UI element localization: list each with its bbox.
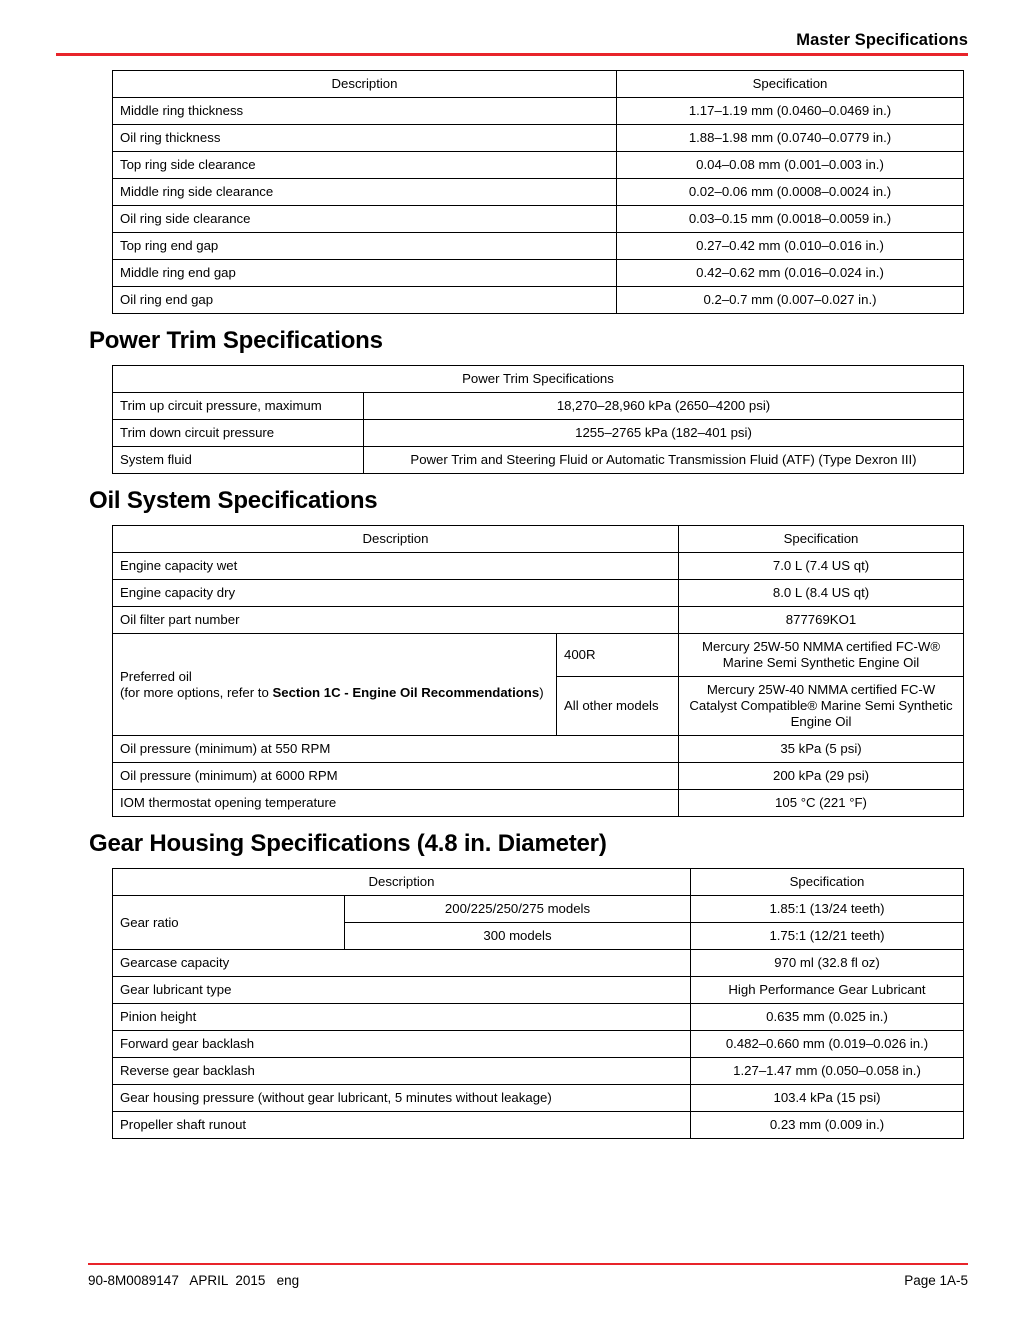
row-description: Oil pressure (minimum) at 550 RPM: [113, 736, 679, 763]
table-row: [113, 553, 964, 580]
row-specification: 35 kPa (5 psi): [679, 736, 964, 763]
row-description: Oil ring side clearance: [113, 206, 617, 233]
table-row: [113, 1031, 964, 1058]
table-row: [113, 1085, 964, 1112]
table-row: [113, 179, 964, 206]
row-description: Middle ring side clearance: [113, 179, 617, 206]
row-description: Gearcase capacity: [113, 950, 691, 977]
row-specification: 0.04–0.08 mm (0.001–0.003 in.): [617, 152, 964, 179]
row-specification: 970 ml (32.8 fl oz): [691, 950, 964, 977]
row-description: Engine capacity wet: [113, 553, 679, 580]
row-description: Oil ring thickness: [113, 125, 617, 152]
table-row: [113, 977, 964, 1004]
row-specification: 1.17–1.19 mm (0.0460–0.0469 in.): [617, 98, 964, 125]
row-description: Oil filter part number: [113, 607, 679, 634]
table-header-row: [113, 71, 964, 98]
column-header-specification: Specification: [691, 869, 964, 896]
row-description: Reverse gear backlash: [113, 1058, 691, 1085]
gear-ratio-spec-2: 1.75:1 (12/21 teeth): [691, 923, 964, 950]
preferred-oil-line2-suffix: ): [539, 684, 544, 700]
row-specification: 0.02–0.06 mm (0.0008–0.0024 in.): [617, 179, 964, 206]
gear-ratio-model-1: 200/225/250/275 models: [345, 896, 691, 923]
row-description: Pinion height: [113, 1004, 691, 1031]
row-specification: 1.27–1.47 mm (0.050–0.058 in.): [691, 1058, 964, 1085]
row-description: Oil ring end gap: [113, 287, 617, 314]
table-row: [113, 790, 964, 817]
gear-ratio-label: Gear ratio: [113, 896, 345, 950]
row-specification: Power Trim and Steering Fluid or Automatic Transmission Fluid (ATF) (Type Dexron III): [364, 447, 964, 474]
piston-ring-spec-table: [112, 70, 964, 314]
table-row: [113, 287, 964, 314]
section-heading-oil-system: Oil System Specifications: [89, 487, 378, 514]
preferred-oil-line2-prefix: (for more options, refer to: [120, 684, 273, 700]
table-header-row: [113, 366, 964, 393]
row-specification: 0.42–0.62 mm (0.016–0.024 in.): [617, 260, 964, 287]
table-row: [113, 950, 964, 977]
row-description: Gear lubricant type: [113, 977, 691, 1004]
row-specification: 877769KO1: [679, 607, 964, 634]
footer-document-number: 90-8M0089147 APRIL 2015 eng: [88, 1273, 300, 1288]
row-description: Propeller shaft runout: [113, 1112, 691, 1139]
footer-row: [88, 1273, 968, 1288]
gear-ratio-spec-1: 1.85:1 (13/24 teeth): [691, 896, 964, 923]
column-header-description: Description: [113, 526, 679, 553]
preferred-oil-model-other: All other models: [557, 677, 679, 736]
table-row: [113, 736, 964, 763]
row-specification: 8.0 L (8.4 US qt): [679, 580, 964, 607]
row-description: Middle ring end gap: [113, 260, 617, 287]
preferred-oil-section-reference: Section 1C - Engine Oil Recommendations: [272, 684, 540, 700]
row-specification: 1.88–1.98 mm (0.0740–0.0779 in.): [617, 125, 964, 152]
column-header-description: Description: [113, 869, 691, 896]
table-header-row: [113, 526, 964, 553]
row-description: Top ring side clearance: [113, 152, 617, 179]
page-title: Master Specifications: [796, 31, 968, 49]
row-specification: 0.2–0.7 mm (0.007–0.027 in.): [617, 287, 964, 314]
row-description: Gear housing pressure (without gear lubricant, 5 minutes without leakage): [113, 1085, 691, 1112]
table-row-gear-ratio-1: [113, 896, 964, 923]
footer-rule: [88, 1263, 968, 1266]
section-heading-power-trim: Power Trim Specifications: [89, 327, 383, 354]
power-trim-spec-table: [112, 365, 964, 474]
oil-system-spec-table: [112, 525, 964, 817]
row-specification: 105 °C (221 °F): [679, 790, 964, 817]
preferred-oil-spec-other: Mercury 25W-40 NMMA certified FC-W Catalyst Compatible® Marine Semi Synthetic Engine Oil: [679, 677, 964, 736]
row-description: System fluid: [113, 447, 364, 474]
table-row: [113, 393, 964, 420]
row-description: Forward gear backlash: [113, 1031, 691, 1058]
footer-page-number: Page 1A-5: [904, 1273, 968, 1288]
preferred-oil-line1: Preferred oil: [120, 668, 192, 684]
row-specification: 0.03–0.15 mm (0.0018–0.0059 in.): [617, 206, 964, 233]
row-description: Top ring end gap: [113, 233, 617, 260]
row-specification: 0.635 mm (0.025 in.): [691, 1004, 964, 1031]
section-heading-gear-housing: Gear Housing Specifications (4.8 in. Diameter): [89, 830, 607, 857]
table-row: [113, 1004, 964, 1031]
table-row: [113, 763, 964, 790]
row-specification: 18,270–28,960 kPa (2650–4200 psi): [364, 393, 964, 420]
table-header-row: [113, 869, 964, 896]
row-specification: High Performance Gear Lubricant: [691, 977, 964, 1004]
table-row: [113, 1112, 964, 1139]
preferred-oil-label: [113, 634, 557, 736]
table-row: [113, 1058, 964, 1085]
preferred-oil-spec-400r: Mercury 25W-50 NMMA certified FC-W® Marine Semi Synthetic Engine Oil: [679, 634, 964, 677]
row-description: Trim up circuit pressure, maximum: [113, 393, 364, 420]
page-header: [56, 30, 968, 56]
row-specification: 0.23 mm (0.009 in.): [691, 1112, 964, 1139]
row-specification: 1255–2765 kPa (182–401 psi): [364, 420, 964, 447]
gear-ratio-model-2: 300 models: [345, 923, 691, 950]
row-specification: 103.4 kPa (15 psi): [691, 1085, 964, 1112]
row-description: Middle ring thickness: [113, 98, 617, 125]
table-row: [113, 420, 964, 447]
table-row: [113, 98, 964, 125]
row-description: Engine capacity dry: [113, 580, 679, 607]
table-row-preferred-oil-400r: [113, 634, 964, 677]
table-row: [113, 260, 964, 287]
column-header-specification: Specification: [679, 526, 964, 553]
table-row: [113, 447, 964, 474]
table-row: [113, 152, 964, 179]
row-specification: 0.482–0.660 mm (0.019–0.026 in.): [691, 1031, 964, 1058]
table-row: [113, 125, 964, 152]
preferred-oil-model-400r: 400R: [557, 634, 679, 677]
table-row: [113, 580, 964, 607]
table-title-power-trim: Power Trim Specifications: [113, 366, 964, 393]
table-row: [113, 607, 964, 634]
row-description: IOM thermostat opening temperature: [113, 790, 679, 817]
page-footer: [88, 1263, 968, 1289]
page-content: [89, 70, 963, 1139]
table-row: [113, 206, 964, 233]
table-row: [113, 233, 964, 260]
column-header-specification: Specification: [617, 71, 964, 98]
header-rule: [56, 53, 968, 56]
row-specification: 200 kPa (29 psi): [679, 763, 964, 790]
row-specification: 7.0 L (7.4 US qt): [679, 553, 964, 580]
gear-housing-spec-table: [112, 868, 964, 1139]
row-description: Oil pressure (minimum) at 6000 RPM: [113, 763, 679, 790]
row-specification: 0.27–0.42 mm (0.010–0.016 in.): [617, 233, 964, 260]
row-description: Trim down circuit pressure: [113, 420, 364, 447]
column-header-description: Description: [113, 71, 617, 98]
